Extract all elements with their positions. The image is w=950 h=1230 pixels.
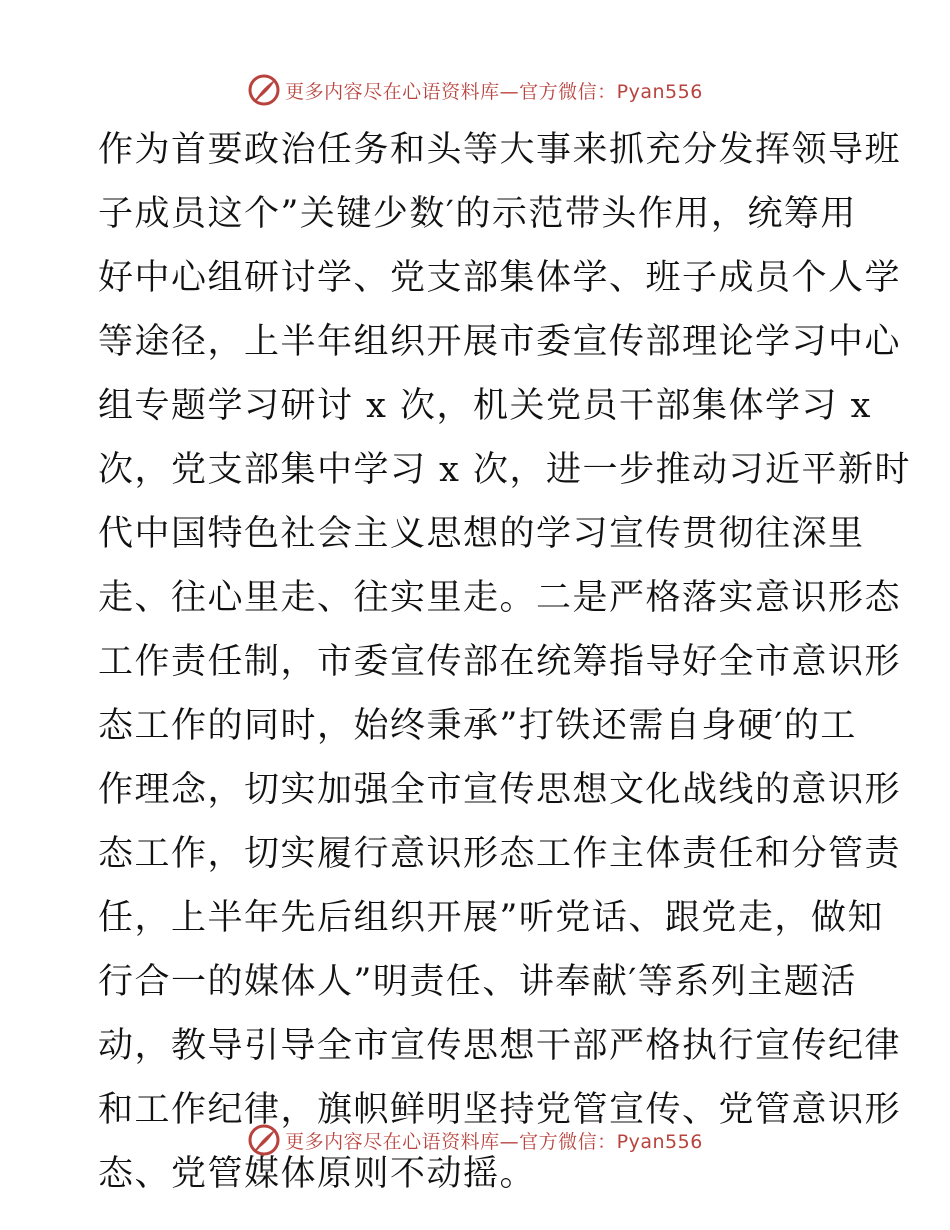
body-line: 次，党支部集中学习 x 次，进一步推动习近平新时 [98,450,911,490]
body-line: 态、党管媒体原则不动摇。 [98,1154,537,1194]
header-watermark [0,70,950,110]
watermark-contact: 官方微信：Pyan556 [519,80,703,103]
body-line: 任，上半年先后组织开展”听党话、跟党走，做知 [98,898,884,938]
document-body [98,118,911,1206]
watermark-separator: — [499,1130,520,1153]
watermark-contact: 官方微信：Pyan556 [519,1130,703,1153]
body-line: 态工作的同时，始终秉承”打铁还需自身硬′的工 [98,706,857,746]
body-line: 等途径，上半年组织开展市委宣传部理论学习中心 [98,322,902,362]
body-line: 作为首要政治任务和头等大事来抓充分发挥领导班 [98,130,902,170]
body-line: 作理念，切实加强全市宣传思想文化战线的意识形 [98,770,902,810]
watermark-separator: — [499,80,520,103]
quill-pen-logo-icon [247,73,281,107]
body-line: 动，教导引导全市宣传思想干部严格执行宣传纪律 [98,1026,902,1066]
body-line: 子成员这个”关键少数′的示范带头作用，统筹用 [98,194,857,234]
body-line: 工作责任制，市委宣传部在统筹指导好全市意识形 [98,642,902,682]
footer-watermark [0,1120,950,1160]
body-line: 组专题学习研讨 x 次，机关党员干部集体学习 x [98,386,872,426]
watermark-text: 更多内容尽在心语资料库 [285,80,500,103]
body-line: 态工作，切实履行意识形态工作主体责任和分管责 [98,834,902,874]
quill-pen-logo-icon [247,1123,281,1157]
body-line: 好中心组研讨学、党支部集体学、班子成员个人学 [98,258,902,298]
watermark-text: 更多内容尽在心语资料库 [285,1130,500,1153]
body-line: 代中国特色社会主义思想的学习宣传贯彻往深里 [98,514,865,554]
body-line: 行合一的媒体人”明责任、讲奉献′等系列主题活 [98,962,857,1002]
body-line: 和工作纪律，旗帜鲜明坚持党管宣传、党管意识形 [98,1090,902,1130]
body-line: 走、往心里走、往实里走。二是严格落实意识形态 [98,578,902,618]
